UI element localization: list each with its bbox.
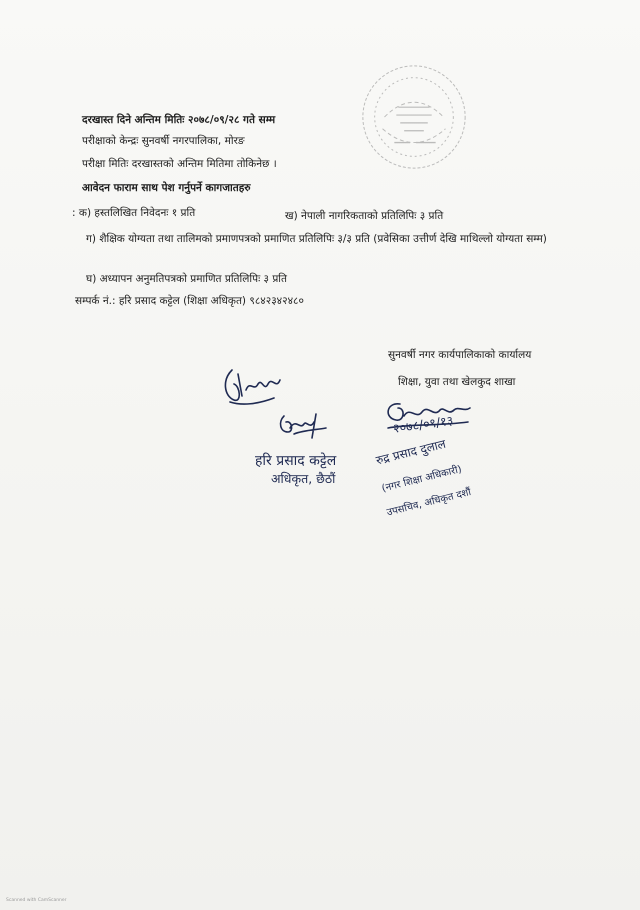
signature-scribble-left bbox=[276, 408, 332, 442]
left-signatory-title: अधिकृत, छैठौं bbox=[271, 471, 336, 486]
left-signatory-name: हरि प्रसाद कट्टेल bbox=[255, 453, 337, 469]
contact-line: सम्पर्क नं.: हरि प्रसाद कट्टेल (शिक्षा अधिकृत) ९८४२३४२४८० bbox=[75, 295, 304, 307]
right-signatory-title: (नगर शिक्षा अधिकारी) bbox=[380, 464, 463, 495]
document-item-kha: ख) नेपाली नागरिकताको प्रतिलिपिः ३ प्रति bbox=[285, 210, 444, 222]
office-name: सुनवर्षी नगर कार्यपालिकाको कार्यालय bbox=[388, 349, 532, 361]
right-signatory-subtitle: उपसचिव, अधिकृत दशौं bbox=[385, 487, 473, 519]
office-stamp-seal bbox=[355, 58, 473, 176]
deadline-line: दरखास्त दिने अन्तिम मितिः २०७८/०९/२८ गते सम्म bbox=[82, 114, 276, 126]
exam-center-line: परीक्षाको केन्द्रः सुनवर्षी नगरपालिका, मोरङ bbox=[82, 135, 245, 147]
exam-date-line: परीक्षा मितिः दरखास्तको अन्तिम मितिमा तोकिनेछ । bbox=[82, 158, 277, 170]
office-section: शिक्षा, युवा तथा खेलकुद शाखा bbox=[398, 376, 516, 388]
document-item-gha: घ) अध्यापन अनुमतिपत्रको प्रमाणित प्रतिलिपिः ३ प्रति bbox=[86, 273, 288, 285]
signature-scribble-upper bbox=[218, 362, 290, 414]
camscanner-watermark: Scanned with CamScanner bbox=[6, 898, 67, 903]
required-documents-heading: आवेदन फाराम साथ पेश गर्नुपर्ने कागजातहरु bbox=[82, 182, 251, 194]
right-signatory-date: २०७८/०९/१३ bbox=[392, 412, 455, 436]
document-item-ka: : क) हस्तलिखित निवेदनः १ प्रति bbox=[72, 207, 196, 219]
right-signatory-name: रुद्र प्रसाद दुलाल bbox=[374, 436, 448, 468]
document-item-ga: ग) शैक्षिक योग्यता तथा तालिमको प्रमाणपत्रको प्रमाणित प्रतिलिपिः ३/३ प्रति (प्रवेसिका उत्तीर्ण देखि माथिल्लो योग्यता सम्म) bbox=[86, 233, 547, 245]
